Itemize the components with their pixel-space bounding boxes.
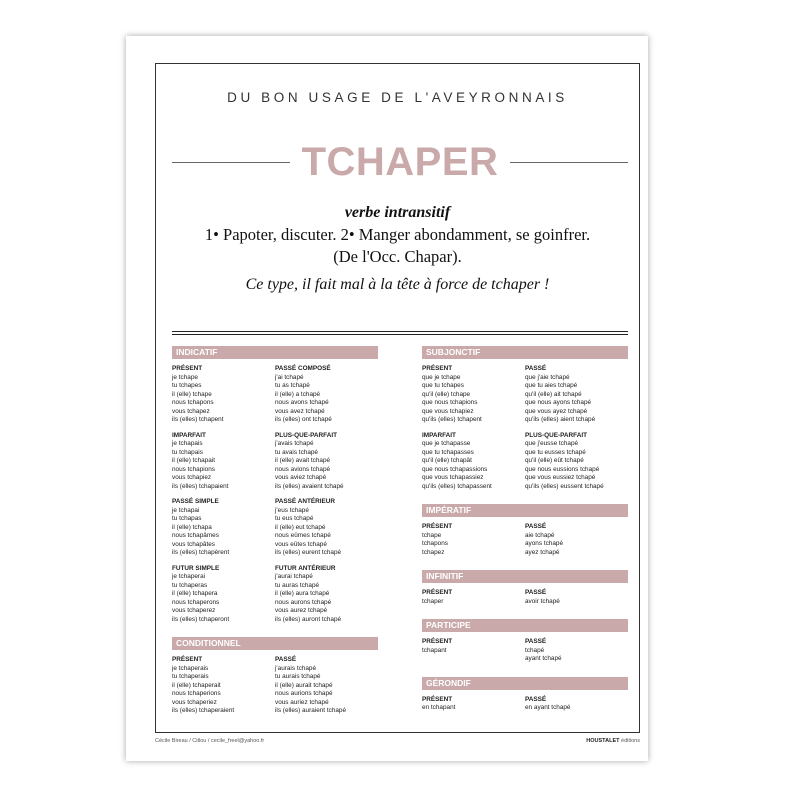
conjugated-form: que j'eusse tchapé	[525, 440, 579, 447]
tense-grid	[172, 656, 378, 723]
conjugated-form: il (elle) avait tchapé	[275, 457, 331, 464]
conjugated-form: tu tchaperas	[172, 581, 208, 589]
tense-block-present	[422, 638, 525, 664]
conjugated-form: en ayant tchapé	[525, 704, 571, 711]
conjugated-form: il (elle) aurait tchapé	[275, 681, 333, 689]
conjugated-form: que je tchapasse	[422, 440, 471, 447]
conjugated-form: vous auriez tchapé	[275, 698, 329, 706]
conjugated-form: tchape	[422, 531, 442, 539]
conjugated-form: tchaper	[422, 597, 444, 605]
conjugated-form: nous aurons tchapé	[275, 598, 332, 606]
conjugated-form: qu'ils (elles) tchapent	[422, 416, 482, 423]
conjugated-form: tu eus tchapé	[275, 515, 314, 522]
conjugated-form: qu'ils (elles) tchapassent	[422, 482, 492, 490]
conjugated-form: que vous ayez tchapé	[525, 407, 588, 415]
mood-section-participe	[422, 619, 628, 671]
conjugated-form: que tu tchapasses	[422, 448, 474, 456]
conjugated-form: tu auras tchapé	[275, 581, 320, 589]
title-block	[172, 140, 628, 186]
tense-name: PRÉSENT	[422, 589, 453, 596]
conjugated-form: j'avais tchapé	[275, 440, 314, 447]
mood-section-gerondif	[422, 677, 628, 720]
tense-block-imparfait	[422, 432, 525, 492]
conjugated-form: tchapons	[422, 540, 448, 547]
tense-block-plus-que-parfait	[525, 432, 628, 492]
conjugated-form: nous avions tchapé	[275, 465, 331, 473]
tense-grid	[422, 696, 628, 720]
mood-heading-gerondif: GÉRONDIF	[422, 677, 628, 690]
tense-block-passe-anterieur	[275, 498, 378, 558]
conjugated-form: que j'aie tchapé	[525, 373, 570, 381]
conjugated-form: que tu tchapes	[422, 382, 464, 389]
conjugated-form: il (elle) aura tchapé	[275, 590, 330, 597]
mood-section-subjonctif	[422, 346, 628, 498]
tense-name: PRÉSENT	[172, 365, 203, 372]
conjugated-form: il (elle) a tchapé	[275, 390, 321, 398]
conjugated-form: vous tchaperez	[172, 607, 216, 614]
tense-block-passe	[525, 638, 628, 664]
conjugated-form: que nous tchapions	[422, 399, 478, 406]
conjugated-form: il (elle) tchapa	[172, 523, 212, 531]
tense-block-passe	[525, 365, 628, 425]
tense-grid	[422, 638, 628, 671]
tense-block-futur-anterieur	[275, 565, 378, 625]
tense-block-present	[422, 523, 525, 557]
conjugated-form: que nous tchapassions	[422, 465, 488, 473]
tense-block-passe	[275, 656, 378, 716]
mood-heading-infinitif: INFINITIF	[422, 570, 628, 583]
conjugated-form: ayons tchapé	[525, 540, 564, 547]
conjugated-form: nous tchaperons	[172, 598, 220, 606]
tense-name: IMPARFAIT	[422, 431, 456, 439]
tense-name: PASSÉ	[275, 656, 297, 663]
conjugated-form: que vous tchapiez	[422, 407, 474, 415]
conjugated-form: ils (elles) tchaperaient	[172, 707, 235, 714]
tense-grid	[172, 365, 378, 631]
tense-block-imparfait	[172, 432, 275, 492]
tense-name: PRÉSENT	[172, 656, 203, 663]
tense-name: PLUS-QUE-PARFAIT	[525, 431, 588, 439]
mood-section-imperatif	[422, 504, 628, 564]
conjugated-form: je tchaperais	[172, 664, 209, 672]
tense-grid	[422, 589, 628, 613]
conjugated-form: vous aurez tchapé	[275, 607, 328, 614]
mood-section-conditionnel	[172, 637, 378, 723]
tense-name: PASSÉ SIMPLE	[172, 498, 219, 505]
tense-grid	[422, 523, 628, 564]
conjugated-form: j'aurai tchapé	[275, 573, 313, 580]
conjugated-form: aie tchapé	[525, 531, 555, 539]
tense-name: FUTUR SIMPLE	[172, 564, 220, 572]
conjugated-form: il (elle) tchaperait	[172, 681, 221, 689]
tense-block-futur-simple	[172, 565, 275, 625]
conjugated-form: que vous tchapassiez	[422, 474, 484, 481]
conjugated-form: ils (elles) avaient tchapé	[275, 482, 344, 490]
conjugated-form: vous eûtes tchapé	[275, 540, 327, 548]
conjugated-form: en tchapant	[422, 704, 456, 711]
tense-name: PRÉSENT	[422, 638, 453, 645]
conjugated-form: j'aurais tchapé	[275, 664, 317, 672]
section-divider	[172, 331, 628, 335]
conjugated-form: tu tchapais	[172, 448, 203, 456]
conjugated-form: ayez tchapé	[525, 548, 560, 556]
conjugated-form: j'eus tchapé	[275, 506, 309, 514]
conjugated-form: qu'il (elle) tchapât	[422, 457, 472, 464]
conjugated-form: tchapé	[525, 646, 545, 654]
definition-line-1: 1• Papoter, discuter. 2• Manger abondamment, se goinfrer.	[204, 225, 591, 244]
mood-heading-subjonctif: SUBJONCTIF	[422, 346, 628, 359]
tense-name: PASSÉ	[525, 523, 547, 530]
footer-publisher	[586, 738, 640, 744]
conjugated-form: ils (elles) tchapaient	[172, 482, 229, 490]
conjugated-form: nous tchapâmes	[172, 532, 219, 539]
conjugated-form: nous tchaperions	[172, 690, 221, 697]
definition-line-2: (De l'Occ. Chapar).	[333, 247, 462, 266]
tense-name: PASSÉ	[525, 365, 547, 372]
tense-name: IMPARFAIT	[172, 431, 206, 439]
conjugated-form: je tchapai	[172, 506, 200, 514]
title-rule-right	[510, 162, 628, 163]
conjugated-form: tu tchaperais	[172, 673, 209, 680]
conjugated-form: il (elle) eut tchapé	[275, 523, 326, 531]
conjugated-form: qu'ils (elles) eussent tchapé	[525, 482, 604, 490]
mood-heading-participe: PARTICIPE	[422, 619, 628, 632]
conjugated-form: nous eûmes tchapé	[275, 532, 331, 539]
conjugated-form: que nous eussions tchapé	[525, 465, 600, 473]
tense-block-present	[422, 589, 525, 606]
conjugated-form: qu'ils (elles) aient tchapé	[525, 416, 596, 423]
conjugated-form: ils (elles) eurent tchapé	[275, 549, 342, 556]
conjugated-form: que tu eusses tchapé	[525, 448, 586, 456]
conjugated-form: nous tchapions	[172, 465, 215, 473]
conjugated-form: vous tchapâtes	[172, 540, 215, 548]
verb-title: TCHAPER	[301, 140, 499, 184]
conjugated-form: tu as tchapé	[275, 382, 310, 389]
tense-name: PRÉSENT	[422, 365, 453, 372]
conjugated-form: il (elle) tchapait	[172, 457, 215, 464]
tense-name: PASSÉ	[525, 589, 547, 596]
conjugated-form: il (elle) tchape	[172, 390, 212, 398]
mood-heading-imperatif: IMPÉRATIF	[422, 504, 628, 517]
tense-block-passe	[525, 523, 628, 557]
tense-block-passe	[525, 589, 628, 606]
conjugated-form: qu'il (elle) ait tchapé	[525, 390, 582, 398]
tense-name: PRÉSENT	[422, 695, 453, 703]
conjugated-form: vous aviez tchapé	[275, 474, 327, 481]
conjugated-form: ils (elles) tchapèrent	[172, 549, 230, 556]
tense-name: PLUS-QUE-PARFAIT	[275, 431, 338, 439]
conjugated-form: vous avez tchapé	[275, 407, 325, 415]
conjugated-form: ils (elles) auront tchapé	[275, 615, 342, 623]
tense-block-present	[172, 656, 275, 716]
tense-block-passe-simple	[172, 498, 275, 558]
part-of-speech: verbe intransitif	[344, 204, 451, 221]
conjugated-form: vous tchapez	[172, 407, 210, 415]
tense-name: FUTUR ANTÉRIEUR	[275, 564, 336, 572]
conjugated-form: vous tchapiez	[172, 474, 212, 481]
conjugated-form: tu tchapes	[172, 382, 202, 389]
conjugated-form: tchapant	[422, 646, 447, 654]
conjugation-column-right	[422, 346, 628, 726]
tense-block-present	[422, 696, 525, 713]
conjugated-form: je tchapais	[172, 440, 203, 447]
tense-block-present	[172, 365, 275, 425]
conjugated-form: avoir tchapé	[525, 597, 560, 605]
conjugated-form: ils (elles) tchaperont	[172, 615, 230, 623]
example-sentence: Ce type, il fait mal à la tête à force de tchaper !	[245, 276, 550, 293]
conjugated-form: ils (elles) tchapent	[172, 416, 224, 423]
mood-section-indicatif	[172, 346, 378, 631]
conjugated-form: nous tchapons	[172, 399, 214, 406]
conjugated-form: tu tchapas	[172, 515, 202, 522]
conjugated-form: ayant tchapé	[525, 655, 562, 662]
tense-block-passe-compose	[275, 365, 378, 425]
conjugated-form: vous tchaperiez	[172, 698, 217, 706]
conjugated-form: j'ai tchapé	[275, 373, 304, 381]
conjugated-form: je tchaperai	[172, 573, 206, 580]
conjugated-form: que nous ayons tchapé	[525, 399, 592, 406]
tense-name: PASSÉ	[525, 695, 547, 703]
mood-heading-indicatif: INDICATIF	[172, 346, 378, 359]
conjugated-form: que je tchape	[422, 373, 461, 381]
tense-name: PRÉSENT	[422, 523, 453, 530]
conjugated-form: nous avons tchapé	[275, 399, 329, 406]
conjugated-form: ils (elles) auraient tchapé	[275, 707, 347, 714]
conjugated-form: qu'il (elle) tchape	[422, 390, 471, 398]
conjugation-column-left	[172, 346, 378, 729]
conjugated-form: tu aurais tchapé	[275, 673, 321, 680]
tense-block-plus-que-parfait	[275, 432, 378, 492]
tense-name: PASSÉ	[525, 638, 547, 645]
conjugated-form: nous aurions tchapé	[275, 690, 333, 697]
footer-credit: Cécile Bireau / Citlou / cecile_freel@yahoo.fr	[155, 738, 265, 744]
tense-block-passe	[525, 696, 628, 713]
tense-block-present	[422, 365, 525, 425]
publisher-brand: HOUSTALET	[586, 738, 620, 744]
conjugated-form: qu'il (elle) eût tchapé	[525, 457, 584, 464]
tense-name: PASSÉ ANTÉRIEUR	[275, 498, 336, 505]
publisher-suffix: éditions	[621, 738, 640, 744]
poster-supertitle: DU BON USAGE DE L'AVEYRONNAIS	[227, 90, 568, 105]
conjugated-form: il (elle) tchapera	[172, 590, 218, 597]
conjugated-form: tu avais tchapé	[275, 448, 318, 456]
tense-name: PASSÉ COMPOSÉ	[275, 365, 331, 372]
tense-grid	[422, 365, 628, 498]
conjugated-form: que vous eussiez tchapé	[525, 474, 596, 481]
mood-section-infinitif	[422, 570, 628, 613]
mood-heading-conditionnel: CONDITIONNEL	[172, 637, 378, 650]
conjugated-form: je tchape	[172, 373, 198, 381]
conjugated-form: ils (elles) ont tchapé	[275, 416, 332, 423]
conjugated-form: que tu aies tchapé	[525, 382, 578, 389]
conjugated-form: tchapez	[422, 548, 445, 556]
